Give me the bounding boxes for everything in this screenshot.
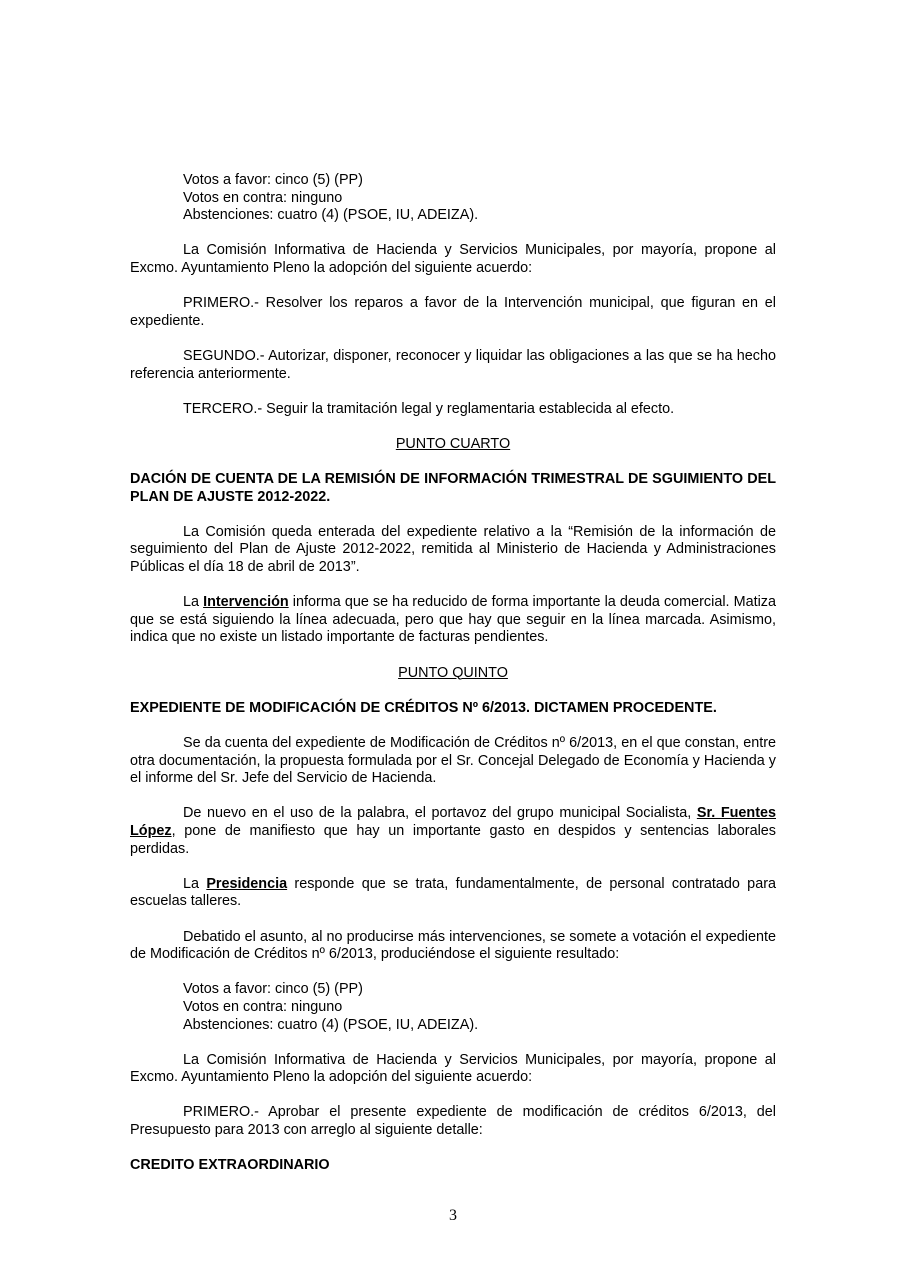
- section-title-punto-cuarto: PUNTO CUARTO: [395, 435, 511, 452]
- vote-abstenciones-1: Abstenciones: cuatro (4) (PSOE, IU, ADEIZA).: [183, 207, 479, 224]
- vote-favor-1: Votos a favor: cinco (5) (PP): [183, 172, 363, 188]
- vote-contra-1: Votos en contra: ninguno: [183, 189, 343, 206]
- paragraph-primero-1: PRIMERO.- Resolver los reparos a favor de la Intervención municipal, que figuran en el expediente.: [130, 295, 776, 329]
- portavoz-pre: De nuevo en el uso de la palabra, el portavoz del grupo municipal Socialista,: [183, 805, 697, 822]
- speaker-intervencion: Intervención: [203, 594, 289, 611]
- presidencia-post: responde que se trata, fundamentalmente, de personal contratado para escuelas talleres.: [130, 875, 776, 910]
- vote-favor-2: Votos a favor: cinco (5) (PP): [183, 981, 363, 998]
- paragraph-intervencion: [130, 594, 776, 647]
- vote-contra-2: Votos en contra: ninguno: [183, 998, 343, 1015]
- speaker-fuentes-lopez: Sr. Fuentes López: [130, 805, 776, 839]
- vote-abstenciones-2: Abstenciones: cuatro (4) (PSOE, IU, ADEIZA).: [183, 1016, 479, 1033]
- paragraph-comision-1: La Comisión Informativa de Hacienda y Servicios Municipales, por mayoría, propone al Excmo. Ayuntamiento Pleno la adopción del siguiente acuerdo:: [130, 242, 776, 276]
- heading-punto-cuarto: DACIÓN DE CUENTA DE LA REMISIÓN DE INFORMACIÓN TRIMESTRAL DE SGUIMIENTO DEL PLAN DE AJUSTE 2012-2022.: [130, 471, 776, 505]
- paragraph-debatido: Debatido el asunto, al no producirse más intervenciones, se somete a votación el expediente de Modificación de Créditos nº 6/2013, produciéndose el siguiente resultado:: [130, 928, 776, 963]
- section-title-punto-quinto: PUNTO QUINTO: [398, 664, 508, 681]
- paragraph-presidencia: [130, 876, 776, 911]
- paragraph-comision-2: La Comisión Informativa de Hacienda y Servicios Municipales, por mayoría, propone al Excmo. Ayuntamiento Pleno la adopción del siguiente acuerdo:: [130, 1051, 776, 1086]
- intervencion-pre: La: [183, 594, 204, 611]
- paragraph-se-da-cuenta: Se da cuenta del expediente de Modificación de Créditos nº 6/2013, en el que constan, entre otra documentación, la propuesta formulada por el Sr. Concejal Delegado de Economía y Hacienda y el informe del Sr. Jefe del Servicio de Hacienda.: [130, 735, 776, 787]
- paragraph-tercero-1: TERCERO.- Seguir la tramitación legal y reglamentaria establecida al efecto.: [183, 400, 675, 417]
- document-body: [130, 172, 776, 1175]
- portavoz-post: , pone de manifiesto que hay un importante gasto en despidos y sentencias laborales perdidas.: [130, 822, 776, 857]
- intervencion-post: informa que se ha reducido de forma importante la deuda comercial. Matiza que se está siguiendo la línea adecuada, pero que hay que seguir en la línea marcada. Asimismo, indica que no existe un listado importante de facturas pendientes.: [130, 594, 776, 646]
- presidencia-pre: La: [183, 875, 207, 892]
- paragraph-comision-enterada: La Comisión queda enterada del expediente relativo a la “Remisión de la información de seguimiento del Plan de Ajuste 2012-2022, remitida al Ministerio de Hacienda y Administraciones Públicas el día 18 de abril de 2013”.: [130, 523, 776, 576]
- speaker-presidencia: Presidencia: [206, 875, 288, 892]
- heading-punto-quinto: EXPEDIENTE DE MODIFICACIÓN DE CRÉDITOS Nº 6/2013. DICTAMEN PROCEDENTE.: [130, 699, 717, 716]
- page-number: 3: [449, 1207, 457, 1224]
- paragraph-primero-2: PRIMERO.- Aprobar el presente expediente de modificación de créditos 6/2013, del Presupuesto para 2013 con arreglo al siguiente detalle:: [130, 1104, 776, 1139]
- heading-credito-extraordinario: CREDITO EXTRAORDINARIO: [130, 1157, 330, 1174]
- paragraph-segundo-1: SEGUNDO.- Autorizar, disponer, reconocer y liquidar las obligaciones a las que se ha hecho referencia anteriormente.: [130, 347, 776, 382]
- paragraph-portavoz: [130, 805, 776, 858]
